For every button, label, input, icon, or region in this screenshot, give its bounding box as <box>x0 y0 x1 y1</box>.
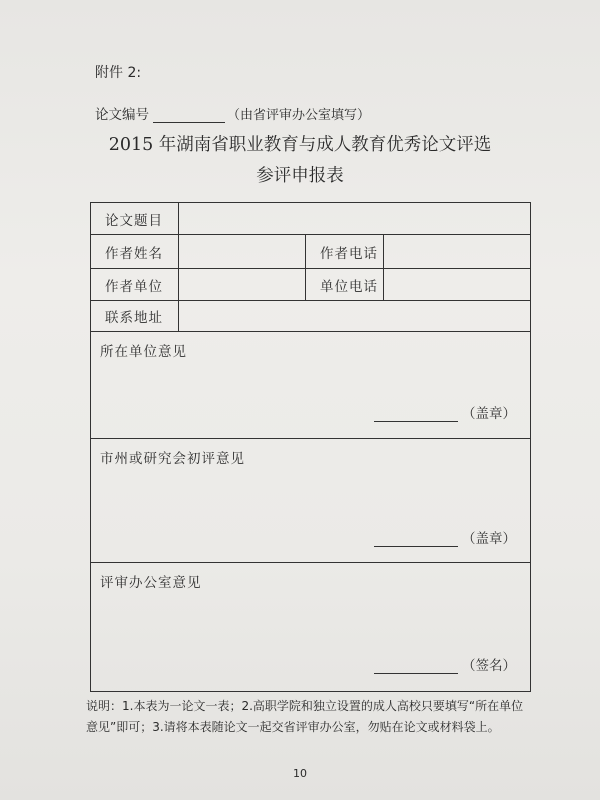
form-subtitle: 参评申报表 <box>256 166 344 186</box>
unit-phone-field[interactable] <box>384 269 530 300</box>
signature-line[interactable] <box>374 661 458 674</box>
paper-number-label: 论文编号 <box>95 107 149 123</box>
author-phone-field[interactable] <box>384 235 530 268</box>
stamp-line[interactable] <box>374 534 458 547</box>
row-unit-opinion[interactable] <box>91 332 530 439</box>
label-unit-phone: 单位电话 <box>306 269 384 300</box>
note-line-2: 意见”即可；3.请将本表随论文一起交省评审办公室，勿贴在论文或材料袋上。 <box>86 720 500 734</box>
form-title: 2015 年湖南省职业教育与成人教育优秀论文评选 <box>108 135 492 155</box>
instructions-note <box>86 696 534 738</box>
paper-title-field[interactable] <box>179 203 530 234</box>
attachment-label: 附件 2: <box>95 65 142 81</box>
unit-opinion-stamp <box>374 402 516 422</box>
signature-label: （签名） <box>462 658 516 674</box>
author-name-field[interactable] <box>179 235 306 268</box>
row-author-unit <box>91 269 530 301</box>
label-paper-title: 论文题目 <box>91 203 179 234</box>
row-city-opinion[interactable] <box>91 439 530 563</box>
row-address <box>91 301 530 332</box>
label-author-unit: 作者单位 <box>91 269 179 300</box>
stamp-line[interactable] <box>374 409 458 422</box>
label-address: 联系地址 <box>91 301 179 331</box>
stamp-label: （盖章） <box>462 406 516 422</box>
office-opinion-title: 评审办公室意见 <box>100 575 202 591</box>
author-unit-field[interactable] <box>179 269 306 300</box>
application-form-table <box>90 202 531 692</box>
note-line-1: 说明：1.本表为一论文一表；2.高职学院和独立设置的成人高校只要填写“所在单位 <box>86 699 524 713</box>
label-author-phone: 作者电话 <box>306 235 384 268</box>
page-number: 10 <box>293 767 307 780</box>
paper-number-field[interactable] <box>153 110 225 123</box>
row-office-opinion[interactable] <box>91 563 530 691</box>
stamp-label: （盖章） <box>462 531 516 547</box>
label-author-name: 作者姓名 <box>91 235 179 268</box>
paper-number-note: （由省评审办公室填写） <box>227 108 371 123</box>
city-opinion-stamp <box>374 527 516 547</box>
paper-number-row <box>95 103 370 123</box>
city-opinion-title: 市州或研究会初评意见 <box>100 451 245 467</box>
unit-opinion-title: 所在单位意见 <box>100 344 187 360</box>
row-author-name <box>91 235 530 269</box>
row-paper-title <box>91 203 530 235</box>
office-opinion-signature <box>374 654 516 674</box>
address-field[interactable] <box>179 301 530 331</box>
